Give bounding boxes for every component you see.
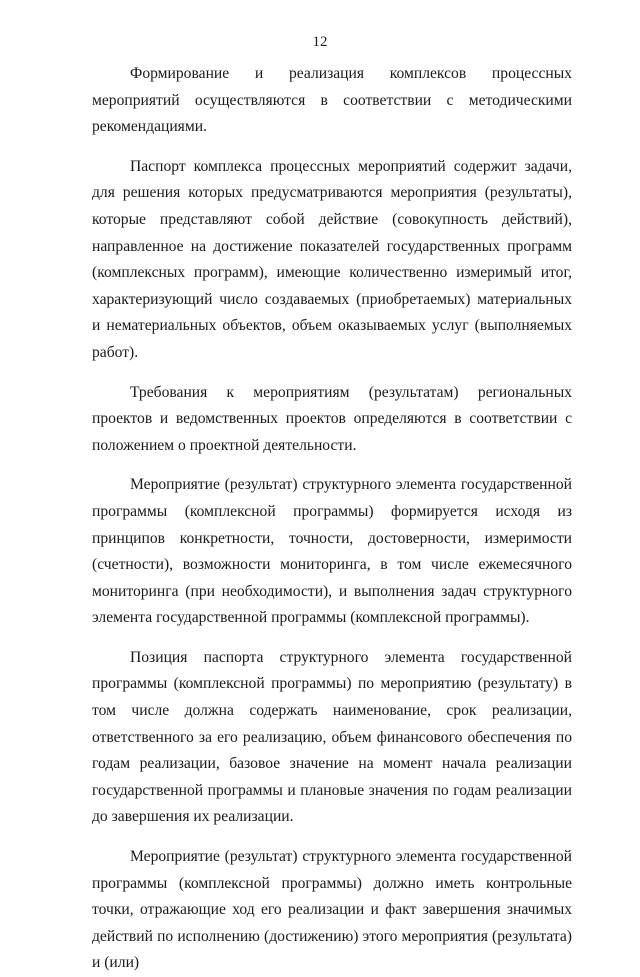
document-body <box>92 61 572 977</box>
paragraph-6: Мероприятие (результат) структурного элемента государственной программы (комплексной программы) должно иметь контрольные точки, отражающие ход его реализации и факт завершения значимых действий по исполнению (достижению) этого мероприятия (результата) и (или) <box>92 848 572 972</box>
paragraph-3: Требования к мероприятиям (результатам) региональных проектов и ведомственных проектов определяются в соответствии с положением о проектной деятельности. <box>92 383 572 454</box>
paragraph-2: Паспорт комплекса процессных мероприятий содержит задачи, для решения которых предусматриваются мероприятия (результаты), которые представляют собой действие (совокупность действий), направленное на достижение показателей государственных программ (комплексных программ), имеющие количественно измеримый итог, характеризующий число создаваемых (приобретаемых) материальных и нематериальных объектов, объем оказываемых услуг (выполняемых работ). <box>92 157 572 361</box>
paragraph-1: Формирование и реализация комплексов процессных мероприятий осуществляются в соответствии с методическими рекомендациями. <box>92 65 572 136</box>
paragraph-5: Позиция паспорта структурного элемента государственной программы (комплексной программы) по мероприятию (результату) в том числе должна содержать наименование, срок реализации, ответственного за его реализацию, объем финансового обеспечения по годам реализации, базовое значение на момент начала реализации государственной программы и плановые значения по годам реализации до завершения их реализации. <box>92 648 572 826</box>
paragraph-4: Мероприятие (результат) структурного элемента государственной программы (комплексной программы) формируется исходя из принципов конкретности, точности, достоверности, измеримости (счетности), возможности мониторинга, в том числе ежемесячного мониторинга (при необходимости), и выполнения задач структурного элемента государственной программы (комплексной программы). <box>92 476 572 627</box>
page-number: 12 <box>312 34 328 50</box>
